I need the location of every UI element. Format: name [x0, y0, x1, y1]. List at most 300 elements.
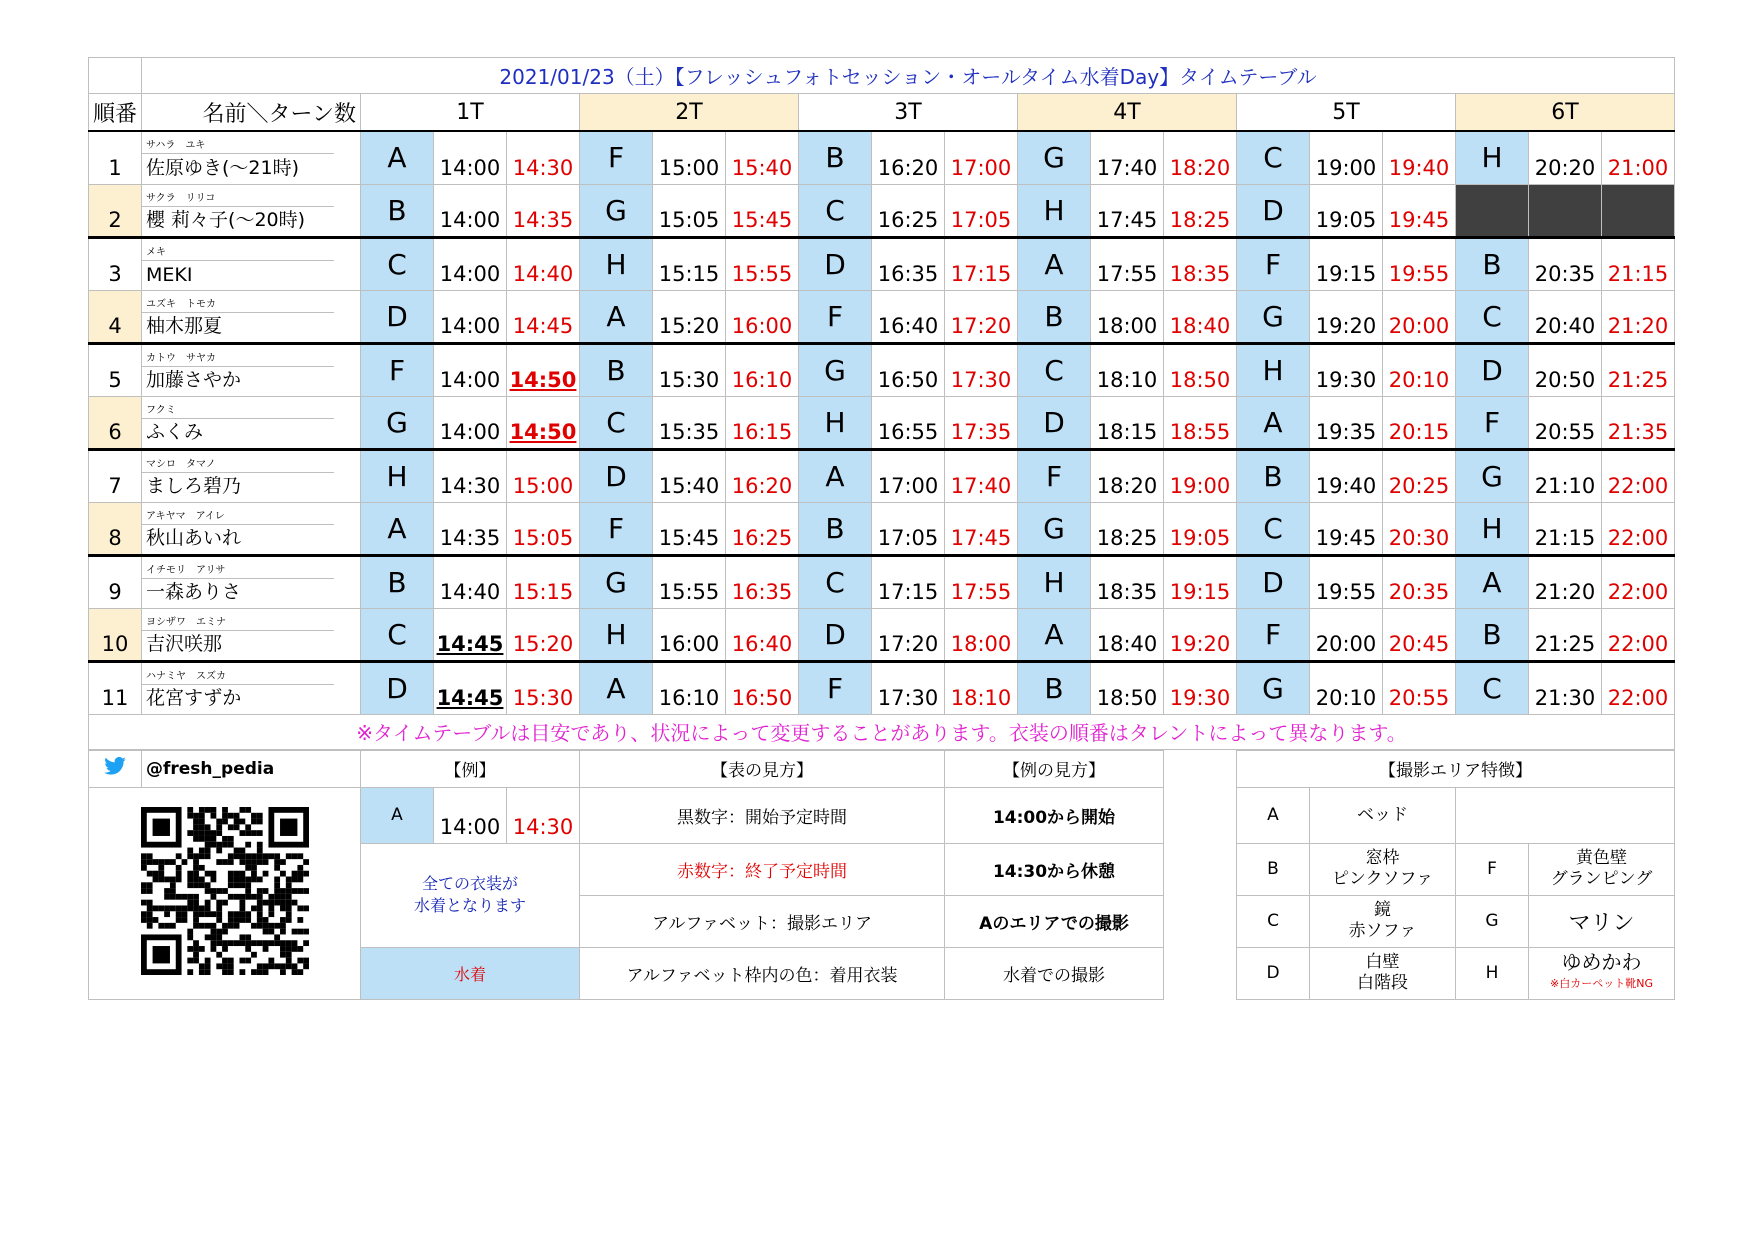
start-time: 20:10 — [1310, 661, 1383, 714]
end-time: 15:45 — [726, 184, 799, 237]
start-time: 14:45 — [434, 661, 507, 714]
end-time: 15:55 — [726, 237, 799, 290]
area-h-cell — [1529, 947, 1675, 999]
end-time: 22:00 — [1602, 502, 1675, 555]
start-time: 19:05 — [1310, 184, 1383, 237]
name-kana: フクミ — [146, 404, 176, 416]
table-row — [89, 290, 1675, 343]
area-c-letter: C — [1237, 895, 1310, 947]
end-time: 17:20 — [945, 290, 1018, 343]
row-name-cell — [142, 184, 361, 237]
area-letter: F — [580, 502, 653, 555]
end-time: 21:35 — [1602, 396, 1675, 449]
row-name-cell — [142, 502, 361, 555]
end-time: 19:55 — [1383, 237, 1456, 290]
table-row — [89, 661, 1675, 714]
area-letter: C — [799, 555, 872, 608]
area-letter: F — [799, 661, 872, 714]
end-time: 17:40 — [945, 449, 1018, 502]
end-time: 22:00 — [1602, 661, 1675, 714]
area-letter: B — [580, 343, 653, 396]
legend-example-header: 【例】 — [361, 750, 580, 787]
end-time: 21:20 — [1602, 290, 1675, 343]
end-time: 20:55 — [1383, 661, 1456, 714]
start-time: 21:30 — [1529, 661, 1602, 714]
end-time: 18:40 — [1164, 290, 1237, 343]
area-letter: G — [799, 343, 872, 396]
area-letter: F — [1237, 237, 1310, 290]
row-name-cell — [142, 237, 361, 290]
start-time: 21:10 — [1529, 449, 1602, 502]
start-time: 20:20 — [1529, 131, 1602, 184]
legend-example-area: A — [361, 787, 434, 843]
area-letter: G — [1456, 449, 1529, 502]
area-letter: C — [361, 608, 434, 661]
end-time: 19:40 — [1383, 131, 1456, 184]
end-time: 14:50 — [507, 396, 580, 449]
start-time: 18:50 — [1091, 661, 1164, 714]
end-time: 19:30 — [1164, 661, 1237, 714]
start-time: 20:50 — [1529, 343, 1602, 396]
name-kana: ユズキ トモカ — [146, 298, 216, 310]
start-time: 15:05 — [653, 184, 726, 237]
swimsuit-label: 水着 — [361, 947, 580, 999]
end-time: 18:25 — [1164, 184, 1237, 237]
start-time: 14:00 — [434, 184, 507, 237]
area-letter: B — [799, 131, 872, 184]
end-time: 15:05 — [507, 502, 580, 555]
start-time: 17:30 — [872, 661, 945, 714]
end-time: 16:40 — [726, 608, 799, 661]
end-time: 20:00 — [1383, 290, 1456, 343]
blocked-cell — [1529, 184, 1602, 237]
area-letter: G — [580, 555, 653, 608]
end-time: 17:45 — [945, 502, 1018, 555]
example-howto-area — [945, 895, 1164, 947]
area-letter: F — [799, 290, 872, 343]
row-number: 2 — [89, 184, 142, 237]
area-letter: G — [1237, 290, 1310, 343]
area-letter: G — [580, 184, 653, 237]
row-number: 7 — [89, 449, 142, 502]
end-time: 22:00 — [1602, 449, 1675, 502]
end-time: 15:20 — [507, 608, 580, 661]
area-c-desc: 鏡 赤ソファ — [1310, 895, 1456, 947]
area-letter: A — [580, 290, 653, 343]
end-time: 20:25 — [1383, 449, 1456, 502]
end-time: 14:35 — [507, 184, 580, 237]
area-letter: G — [1237, 661, 1310, 714]
notice-text: ※タイムテーブルは目安であり、状況によって変更することがあります。衣装の順番はタレントによって異なります。 — [89, 714, 1675, 749]
table-row — [89, 502, 1675, 555]
end-time: 20:15 — [1383, 396, 1456, 449]
area-letter: A — [1456, 555, 1529, 608]
area-letter: C — [1456, 661, 1529, 714]
legend-example-start: 14:00 — [434, 787, 507, 843]
start-time: 14:45 — [434, 608, 507, 661]
start-time: 19:30 — [1310, 343, 1383, 396]
end-time: 16:15 — [726, 396, 799, 449]
area-letter: B — [361, 555, 434, 608]
area-h-note: ※白カーペット靴NG — [1550, 977, 1653, 990]
area-letter: F — [361, 343, 434, 396]
blocked-cell — [1602, 184, 1675, 237]
end-time: 20:45 — [1383, 608, 1456, 661]
start-time: 15:20 — [653, 290, 726, 343]
area-letter: C — [1018, 343, 1091, 396]
name-kana: アキヤマ アイレ — [146, 510, 225, 522]
area-d-letter: D — [1237, 947, 1310, 999]
row-number: 3 — [89, 237, 142, 290]
row-number: 9 — [89, 555, 142, 608]
kana-divider — [142, 260, 334, 261]
area-letter: A — [799, 449, 872, 502]
talent-name: MEKI — [146, 263, 193, 286]
area-letter: C — [1456, 290, 1529, 343]
twitter-handle[interactable]: @fresh_pedia — [142, 750, 361, 787]
row-name-cell — [142, 290, 361, 343]
area-letter: C — [361, 237, 434, 290]
end-time: 20:10 — [1383, 343, 1456, 396]
start-time: 17:55 — [1091, 237, 1164, 290]
end-time: 16:20 — [726, 449, 799, 502]
area-letter: C — [1237, 502, 1310, 555]
header-row — [89, 94, 1675, 132]
legend-table — [88, 750, 1675, 1000]
name-kana: メキ — [146, 246, 166, 258]
blocked-cell — [1456, 184, 1529, 237]
start-time: 18:15 — [1091, 396, 1164, 449]
start-time: 14:40 — [434, 555, 507, 608]
start-time: 17:45 — [1091, 184, 1164, 237]
start-time: 20:40 — [1529, 290, 1602, 343]
end-time: 17:00 — [945, 131, 1018, 184]
end-time: 20:35 — [1383, 555, 1456, 608]
start-time: 15:40 — [653, 449, 726, 502]
area-letter: A — [1237, 396, 1310, 449]
start-time: 21:25 — [1529, 608, 1602, 661]
end-time: 18:10 — [945, 661, 1018, 714]
area-letter: A — [361, 131, 434, 184]
example-howto-costume: 水着での撮影 — [945, 947, 1164, 999]
start-time: 19:55 — [1310, 555, 1383, 608]
area-letter: B — [799, 502, 872, 555]
talent-name: ふくみ — [146, 420, 204, 443]
end-time: 21:00 — [1602, 131, 1675, 184]
area-letter: D — [361, 290, 434, 343]
area-letter: A — [1018, 237, 1091, 290]
end-time: 14:40 — [507, 237, 580, 290]
area-letter: H — [1456, 131, 1529, 184]
legend-spacer — [1164, 750, 1237, 787]
start-time: 14:00 — [434, 290, 507, 343]
table-row — [89, 237, 1675, 290]
timetable-sheet — [88, 57, 1675, 1000]
area-letter: A — [580, 661, 653, 714]
end-time: 18:00 — [945, 608, 1018, 661]
talent-name: 吉沢咲那 — [146, 632, 223, 655]
area-letter: A — [1018, 608, 1091, 661]
area-letter: H — [580, 237, 653, 290]
start-time: 19:00 — [1310, 131, 1383, 184]
row-number: 11 — [89, 661, 142, 714]
timetable — [88, 57, 1675, 750]
end-time: 14:30 — [507, 131, 580, 184]
talent-name: ましろ碧乃 — [146, 474, 242, 497]
end-time: 19:05 — [1164, 502, 1237, 555]
end-time: 17:15 — [945, 237, 1018, 290]
talent-name: 柚木那夏 — [146, 314, 223, 337]
start-time: 19:40 — [1310, 449, 1383, 502]
area-letter: B — [1456, 608, 1529, 661]
area-letter: B — [1456, 237, 1529, 290]
start-time: 16:55 — [872, 396, 945, 449]
start-time: 15:30 — [653, 343, 726, 396]
start-time: 17:20 — [872, 608, 945, 661]
header-order: 順番 — [89, 94, 142, 132]
talent-name: 花宮すずか — [146, 686, 242, 709]
end-time: 17:30 — [945, 343, 1018, 396]
start-time: 15:35 — [653, 396, 726, 449]
area-letter: C — [1237, 131, 1310, 184]
area-letter: F — [580, 131, 653, 184]
area-letter: G — [1018, 502, 1091, 555]
end-time: 15:15 — [507, 555, 580, 608]
row-name-cell — [142, 555, 361, 608]
name-kana: ハナミヤ スズカ — [146, 670, 226, 682]
start-time: 16:10 — [653, 661, 726, 714]
title-blank — [89, 58, 142, 94]
start-time: 14:00 — [434, 343, 507, 396]
area-letter: D — [361, 661, 434, 714]
area-letter: D — [1237, 555, 1310, 608]
end-time: 20:30 — [1383, 502, 1456, 555]
end-time: 18:50 — [1164, 343, 1237, 396]
start-time: 16:25 — [872, 184, 945, 237]
row-number: 4 — [89, 290, 142, 343]
area-letter: B — [1237, 449, 1310, 502]
end-time: 22:00 — [1602, 608, 1675, 661]
area-letter: G — [361, 396, 434, 449]
end-time: 19:20 — [1164, 608, 1237, 661]
start-time: 19:15 — [1310, 237, 1383, 290]
end-time: 15:00 — [507, 449, 580, 502]
legend-spacer — [1164, 787, 1237, 843]
area-letter: B — [1018, 290, 1091, 343]
row-number: 10 — [89, 608, 142, 661]
table-row — [89, 131, 1675, 184]
name-kana: カトウ サヤカ — [146, 352, 216, 364]
header-turn-5: 5T — [1237, 94, 1456, 132]
end-time: 21:15 — [1602, 237, 1675, 290]
example-howto-area-text: Aのエリアでの撮影 — [979, 913, 1129, 934]
header-turn-2: 2T — [580, 94, 799, 132]
area-a-letter: A — [1237, 787, 1310, 843]
end-time: 17:05 — [945, 184, 1018, 237]
row-name-cell — [142, 131, 361, 184]
name-kana: ヨシザワ エミナ — [146, 616, 226, 628]
legend-spacer — [1164, 843, 1237, 895]
start-time: 14:00 — [434, 237, 507, 290]
start-time: 15:15 — [653, 237, 726, 290]
start-time: 16:20 — [872, 131, 945, 184]
start-time: 15:00 — [653, 131, 726, 184]
name-kana: サクラ リリコ — [146, 192, 216, 204]
area-letter: D — [580, 449, 653, 502]
area-letter: H — [1237, 343, 1310, 396]
header-turn-3: 3T — [799, 94, 1018, 132]
area-letter: H — [1018, 184, 1091, 237]
row-name-cell — [142, 343, 361, 396]
howto-red: 赤数字：終了予定時間 — [580, 843, 945, 895]
start-time: 15:45 — [653, 502, 726, 555]
start-time: 21:15 — [1529, 502, 1602, 555]
start-time: 15:55 — [653, 555, 726, 608]
header-turn-1: 1T — [361, 94, 580, 132]
table-row — [89, 184, 1675, 237]
end-time: 19:00 — [1164, 449, 1237, 502]
legend-howto-header: 【表の見方】 — [580, 750, 945, 787]
end-time: 18:20 — [1164, 131, 1237, 184]
name-kana: イチモリ アリサ — [146, 564, 226, 576]
end-time: 21:25 — [1602, 343, 1675, 396]
area-letter: D — [799, 237, 872, 290]
header-name-turn: 名前＼ターン数 — [142, 94, 361, 132]
start-time: 19:20 — [1310, 290, 1383, 343]
start-time: 16:35 — [872, 237, 945, 290]
end-time: 16:10 — [726, 343, 799, 396]
area-b-letter: B — [1237, 843, 1310, 895]
table-row — [89, 449, 1675, 502]
table-row — [89, 555, 1675, 608]
talent-name: 佐原ゆき(～21時) — [146, 156, 300, 179]
area-f-letter: F — [1456, 843, 1529, 895]
area-letter: H — [1456, 502, 1529, 555]
area-a-desc: ベッド — [1310, 787, 1456, 843]
header-turn-4: 4T — [1018, 94, 1237, 132]
end-time: 16:35 — [726, 555, 799, 608]
end-time: 14:50 — [507, 343, 580, 396]
area-g-letter: G — [1456, 895, 1529, 947]
all-costume-note: 全ての衣装が 水着となります — [361, 843, 580, 947]
end-time: 14:45 — [507, 290, 580, 343]
area-f-desc: 黄色壁 グランピング — [1529, 843, 1675, 895]
area-h-desc: ゆめかわ — [1561, 950, 1642, 974]
start-time: 14:30 — [434, 449, 507, 502]
qr-code-image — [141, 807, 309, 975]
area-blank — [1456, 787, 1675, 843]
end-time: 15:40 — [726, 131, 799, 184]
start-time: 18:10 — [1091, 343, 1164, 396]
area-letter: F — [1018, 449, 1091, 502]
talent-name: 一森ありさ — [146, 580, 242, 603]
area-g-desc: マリン — [1529, 895, 1675, 947]
talent-name: 櫻 莉々子(～20時) — [146, 208, 306, 231]
table-row — [89, 608, 1675, 661]
start-time: 14:00 — [434, 396, 507, 449]
area-h-letter: H — [1456, 947, 1529, 999]
header-turn-6: 6T — [1456, 94, 1675, 132]
row-name-cell — [142, 449, 361, 502]
name-kana: サハラ ユキ — [146, 140, 206, 151]
row-name-cell — [142, 396, 361, 449]
start-time: 20:35 — [1529, 237, 1602, 290]
row-number: 1 — [89, 131, 142, 184]
end-time: 16:50 — [726, 661, 799, 714]
row-name-cell — [142, 608, 361, 661]
talent-name: 秋山あいれ — [146, 526, 242, 549]
qr-code[interactable] — [89, 787, 361, 999]
area-letter: D — [1237, 184, 1310, 237]
start-time: 16:00 — [653, 608, 726, 661]
start-time: 18:35 — [1091, 555, 1164, 608]
legend-example-howto-header: 【例の見方】 — [945, 750, 1164, 787]
start-time: 21:20 — [1529, 555, 1602, 608]
start-time: 18:40 — [1091, 608, 1164, 661]
start-time: 18:20 — [1091, 449, 1164, 502]
row-number: 8 — [89, 502, 142, 555]
start-time: 20:00 — [1310, 608, 1383, 661]
area-letter: D — [799, 608, 872, 661]
area-letter: D — [1018, 396, 1091, 449]
end-time: 18:55 — [1164, 396, 1237, 449]
area-b-desc: 窓枠 ピンクソファ — [1310, 843, 1456, 895]
area-letter: B — [1018, 661, 1091, 714]
area-letter: H — [361, 449, 434, 502]
area-letter: H — [1018, 555, 1091, 608]
start-time: 14:00 — [434, 131, 507, 184]
area-letter: C — [580, 396, 653, 449]
area-letter: H — [580, 608, 653, 661]
table-row — [89, 396, 1675, 449]
end-time: 19:15 — [1164, 555, 1237, 608]
twitter-icon — [89, 750, 142, 787]
start-time: 20:55 — [1529, 396, 1602, 449]
area-letter: D — [1456, 343, 1529, 396]
start-time: 16:50 — [872, 343, 945, 396]
legend-example-end: 14:30 — [507, 787, 580, 843]
end-time: 18:35 — [1164, 237, 1237, 290]
legend-spacer — [1164, 895, 1237, 947]
area-letter: F — [1456, 396, 1529, 449]
name-kana: マシロ タマノ — [146, 458, 216, 470]
area-letter: F — [1237, 608, 1310, 661]
row-number: 5 — [89, 343, 142, 396]
example-howto-end: 14:30から休憩 — [945, 843, 1164, 895]
howto-black: 黒数字：開始予定時間 — [580, 787, 945, 843]
start-time: 18:25 — [1091, 502, 1164, 555]
howto-alphabet: アルファベット：撮影エリア — [580, 895, 945, 947]
end-time: 15:30 — [507, 661, 580, 714]
area-letter: C — [799, 184, 872, 237]
area-letter: A — [361, 502, 434, 555]
page-title: 2021/01/23（土）【フレッシュフォトセッション・オールタイム水着Day】タイムテーブル — [142, 58, 1675, 94]
start-time: 17:40 — [1091, 131, 1164, 184]
end-time: 16:00 — [726, 290, 799, 343]
start-time: 19:45 — [1310, 502, 1383, 555]
legend-spacer — [1164, 947, 1237, 999]
end-time: 22:00 — [1602, 555, 1675, 608]
end-time: 19:45 — [1383, 184, 1456, 237]
area-letter: B — [361, 184, 434, 237]
table-row — [89, 343, 1675, 396]
area-features-header: 【撮影エリア特徴】 — [1237, 750, 1675, 787]
start-time: 18:00 — [1091, 290, 1164, 343]
talent-name: 加藤さやか — [146, 368, 242, 391]
start-time: 17:15 — [872, 555, 945, 608]
end-time: 17:55 — [945, 555, 1018, 608]
howto-color: アルファベット枠内の色：着用衣装 — [580, 947, 945, 999]
